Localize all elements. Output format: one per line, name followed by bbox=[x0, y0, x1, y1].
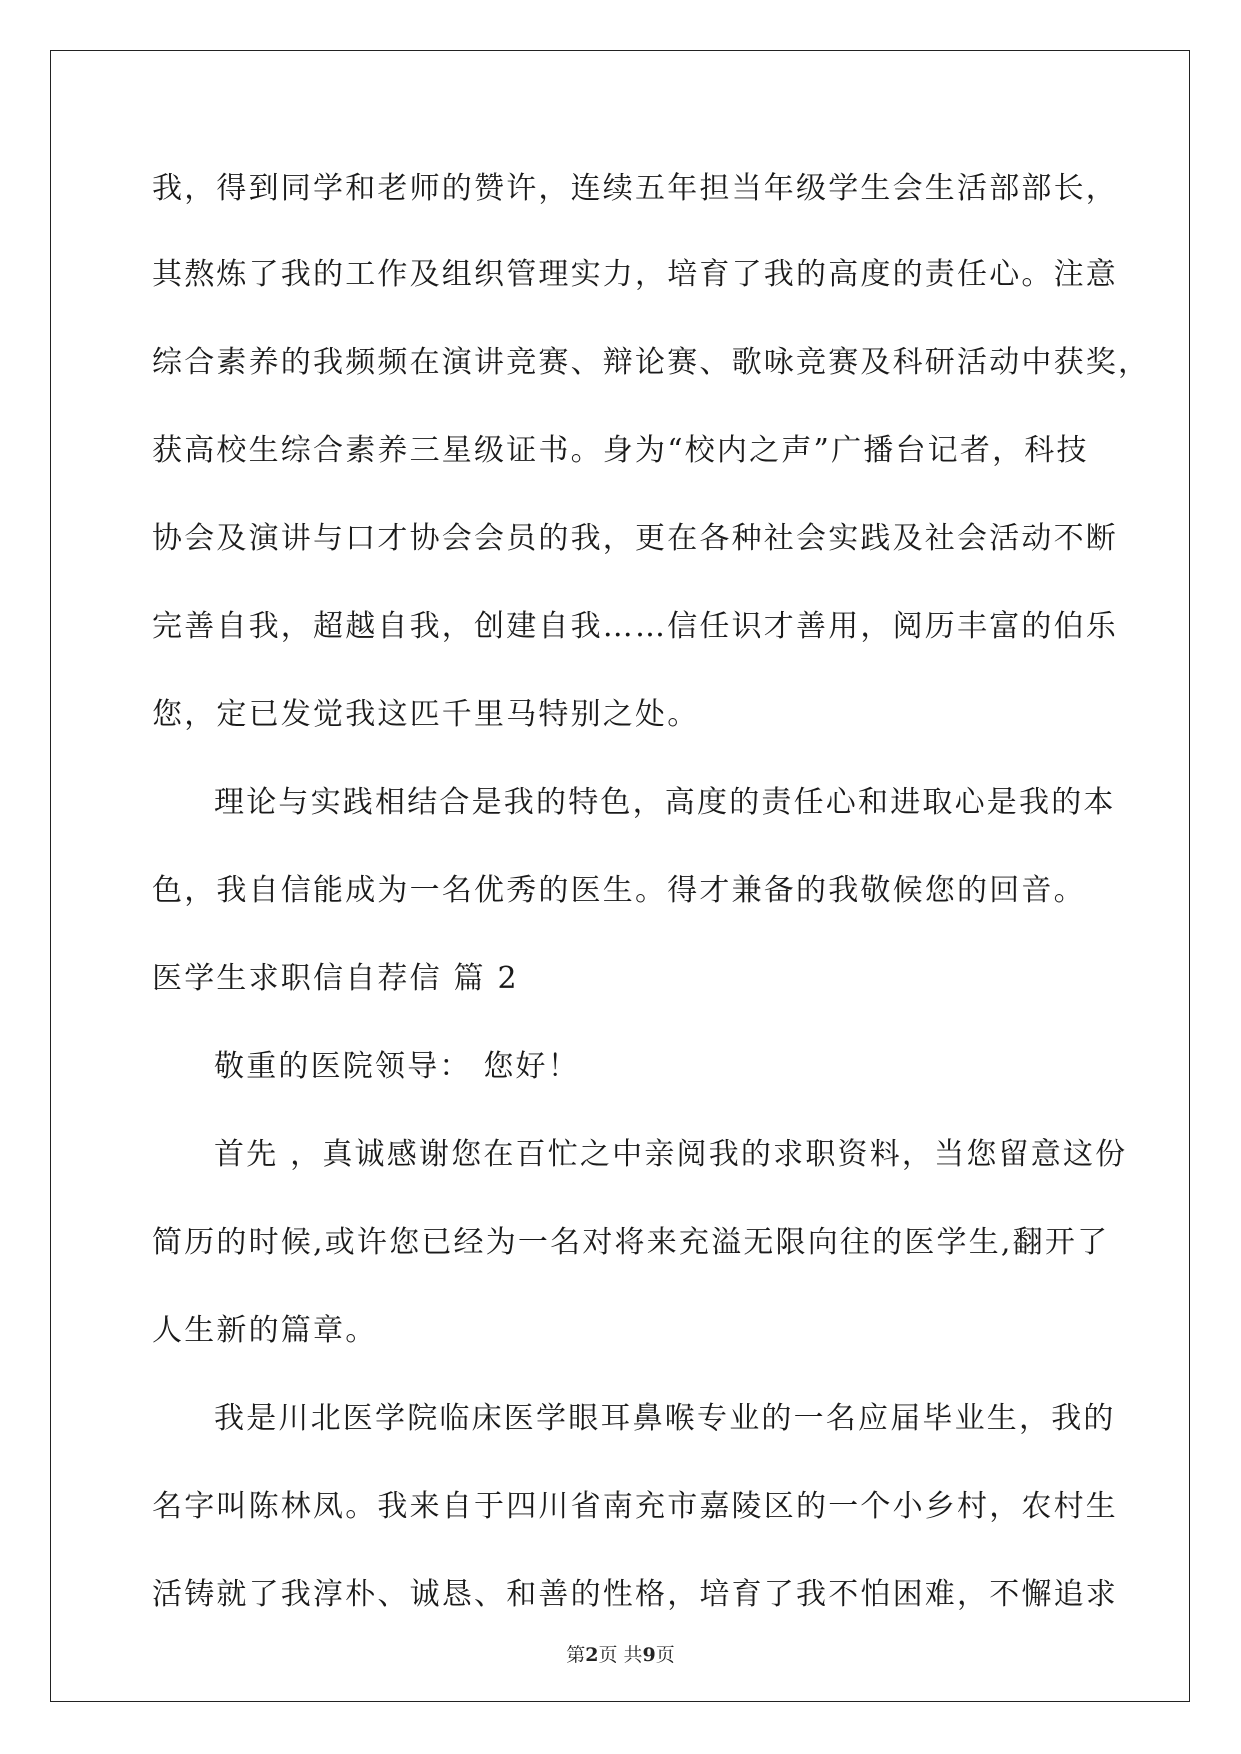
text-line: 人生新的篇章。 bbox=[152, 1313, 378, 1348]
text-line: 其熬炼了我的工作及组织管理实力，培育了我的高度的责任心。注意 bbox=[152, 257, 1118, 292]
text-line: 您，定已发觉我这匹千里马特别之处。 bbox=[152, 697, 700, 732]
text-line: 简历的时候,或许您已经为一名对将来充溢无限向往的医学生,翻开了 bbox=[152, 1225, 1110, 1260]
text-line: 获高校生综合素养三星级证书。身为“校内之声”广播台记者，科技 bbox=[152, 433, 1089, 468]
text-line: 我是川北医学院临床医学眼耳鼻喉专业的一名应届毕业生，我的 bbox=[214, 1401, 1116, 1436]
section-heading: 医学生求职信自荐信 篇 2 bbox=[152, 961, 519, 996]
page-number-footer bbox=[0, 1640, 1241, 1667]
text-line: 我，得到同学和老师的赞许，连续五年担当年级学生会生活部部长， bbox=[152, 171, 1118, 206]
page-mid: 页 共 bbox=[598, 1644, 643, 1666]
text-line: 完善自我，超越自我，创建自我……信任识才善用，阅历丰富的伯乐 bbox=[152, 609, 1118, 644]
total-page-number: 9 bbox=[642, 1644, 656, 1666]
text-line: 综合素养的我频频在演讲竞赛、辩论赛、歌咏竞赛及科研活动中获奖， bbox=[152, 345, 1151, 380]
current-page-number: 2 bbox=[585, 1644, 599, 1666]
text-line: 色，我自信能成为一名优秀的医生。得才兼备的我敬候您的回音。 bbox=[152, 873, 1086, 908]
text-line: 活铸就了我淳朴、诚恳、和善的性格，培育了我不怕困难，不懈追求 bbox=[152, 1577, 1118, 1612]
salutation: 敬重的医院领导： 您好！ bbox=[214, 1049, 580, 1084]
text-line: 理论与实践相结合是我的特色，高度的责任心和进取心是我的本 bbox=[214, 785, 1116, 820]
text-line: 名字叫陈林凤。我来自于四川省南充市嘉陵区的一个小乡村，农村生 bbox=[152, 1489, 1118, 1524]
page-prefix: 第 bbox=[566, 1644, 586, 1666]
document-body bbox=[152, 165, 1151, 1659]
text-line: 首先 ，真诚感谢您在百忙之中亲阅我的求职资料，当您留意这份 bbox=[214, 1137, 1128, 1172]
text-line: 协会及演讲与口才协会会员的我，更在各种社会实践及社会活动不断 bbox=[152, 521, 1118, 556]
page-suffix: 页 bbox=[655, 1644, 675, 1666]
